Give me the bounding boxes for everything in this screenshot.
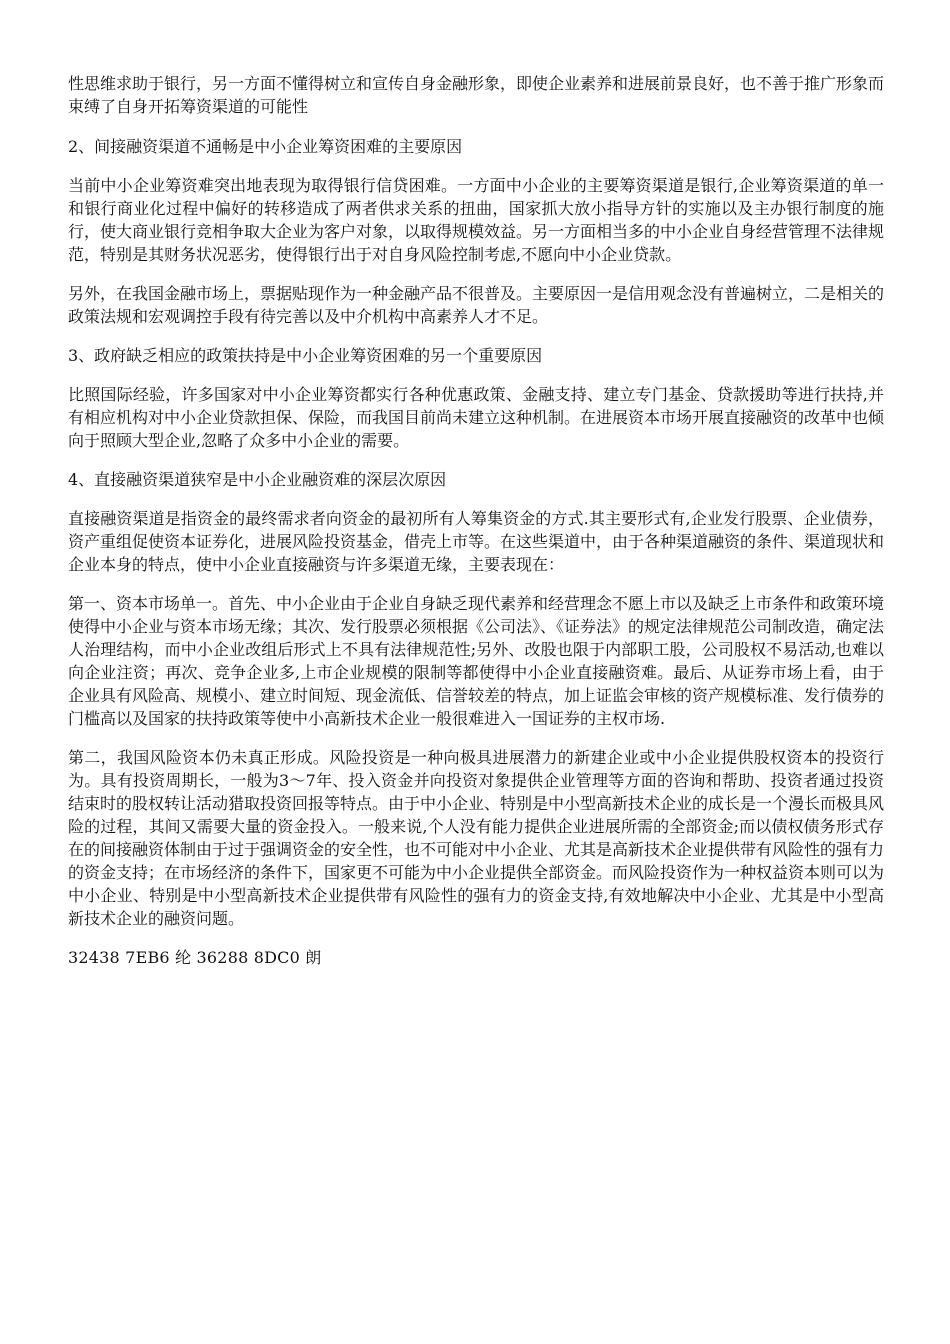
- paragraph-intro-continuation: 性思维求助于银行，另一方面不懂得树立和宣传自身金融形象，即使企业素养和进展前景良好，也不善于推广形象而束缚了自身开拓筹资渠道的可能性: [68, 74, 885, 116]
- paragraph-direct-financing: 直接融资渠道是指资金的最终需求者向资金的最初所有人筹集资金的方式.其主要形式有,企业发行股票、企业债券，资产重组促使资本证券化，进展风险投资基金，借壳上市等。在这些渠道中，由于各种渠道融资的条件、渠道现状和企业本身的特点，使中小企业直接融资与许多渠道无缘，主要表现在：: [68, 509, 885, 574]
- section-heading-4: 4、直接融资渠道狭窄是中小企业融资难的深层次原因: [68, 470, 447, 489]
- paragraph-second-venture-capital: 第二，我国风险资本仍未真正形成。风险投资是一种向极具进展潜力的新建企业或中小企业提供股权资本的投资行为。具有投资周期长，一般为3～7年、投入资金并向投资对象提供企业管理等方面的咨询和帮助、投资者通过投资结束时的股权转让活动猎取投资回报等特点。由于中小企业、特别是中小型高新技术企业的成长是一个漫长而极具风险的过程，其间又需要大量的资金投入。一般来说,个人没有能力提供企业进展所需的全部资金;而以债权债务形式存在的间接融资体制由于过于强调资金的安全性，也不可能对中小企业、尤其是高新技术企业提供带有风险性的强有力的资金支持；在市场经济的条件下，国家更不可能为中小企业提供全部资金。而风险投资作为一种权益资本则可以为中小企业、特别是中小型高新技术企业提供带有风险性的强有力的资金支持,有效地解决中小企业、尤其是中小型高新技术企业的融资问题。: [68, 748, 885, 928]
- paragraph-bank-credit: 当前中小企业筹资难突出地表现为取得银行信贷困难。一方面中小企业的主要筹资渠道是银行,企业筹资渠道的单一和银行商业化过程中偏好的转移造成了两者供求关系的扭曲，国家抓大放小指导方针的实施以及主办银行制度的施行，使大商业银行竞相争取大企业为客户对象，以取得规模效益。另一方面相当多的中小企业自身经营管理不法律规范，特别是其财务状况恶劣，使得银行出于对自身风险控制考虑,不愿向中小企业贷款。: [68, 176, 885, 264]
- paragraph-first-capital-market: 第一、资本市场单一。首先、中小企业由于企业自身缺乏现代素养和经营理念不愿上市以及缺乏上市条件和政策环境使得中小企业与资本市场无缘；其次、发行股票必须根据《公司法》、《证券法》的规定法律规范公司制改造，确定法人治理结构，而中小企业改组后形式上不具有法律规范性;另外、改股也限于内部职工股，公司股权不易活动,也难以向企业注资；再次、竞争企业多,上市企业规模的限制等都使得中小企业直接融资难。最后、从证券市场上看，由于企业具有风险高、规模小、建立时间短、现金流低、信誉较差的特点，加上证监会审核的资产规模标准、发行债券的门槛高以及国家的扶持政策等使中小高新技术企业一般很难进入一国证券的主权市场.: [68, 594, 885, 728]
- paragraph-policy-support: 比照国际经验，许多国家对中小企业筹资都实行各种优惠政策、金融支持、建立专门基金、贷款援助等进行扶持,并有相应机构对中小企业贷款担保、保险，而我国目前尚未建立这种机制。在进展资本市场开展直接融资的改革中也倾向于照顾大型企业,忽略了众多中小企业的需要。: [68, 385, 885, 450]
- paragraph-bill-discount: 另外，在我国金融市场上，票据贴现作为一种金融产品不很普及。主要原因一是信用观念没有普遍树立，二是相关的政策法规和宏观调控手段有待完善以及中介机构中高素养人才不足。: [68, 284, 885, 326]
- section-heading-2: 2、间接融资渠道不通畅是中小企业筹资困难的主要原因: [68, 137, 463, 156]
- section-heading-3: 3、政府缺乏相应的政策扶持是中小企业筹资困难的另一个重要原因: [68, 346, 543, 365]
- footer-code-line: 32438 7EB6 纶 36288 8DC0 朗: [68, 948, 322, 967]
- document-page: [68, 72, 884, 969]
